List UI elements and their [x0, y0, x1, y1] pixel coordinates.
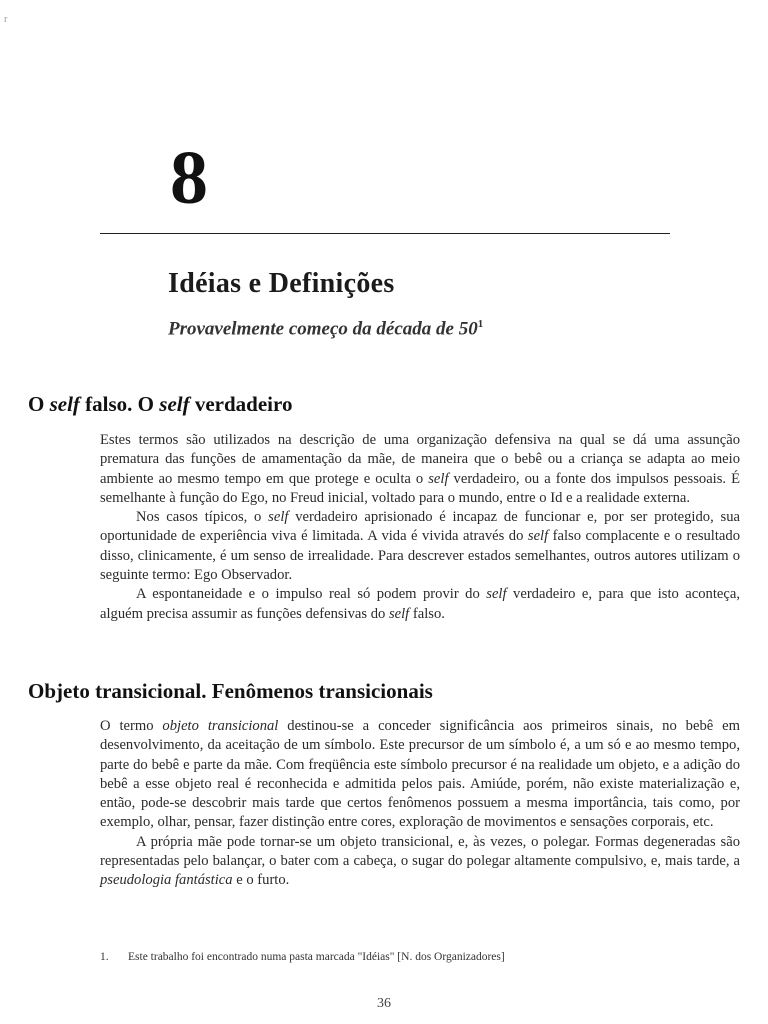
- heading-part: O: [28, 392, 50, 416]
- text-run-italic: self: [527, 528, 549, 545]
- footnote-text: Este trabalho foi encontrado numa pasta marcada "Idéias" [N. dos Organizadores]: [128, 951, 505, 963]
- text-run-italic: self: [268, 509, 289, 526]
- footnote: [100, 951, 740, 963]
- text-run: A espontaneidade e o impulso real só podem provir do: [136, 586, 487, 603]
- section-heading-transitional-object: [28, 679, 433, 704]
- text-run: destinou-se a conceder significância aos primeiros sinais, no bebê em desenvolvimento, da aceitação de um símbolo. Este precursor de um símbolo é, a um só e ao mesmo tempo, parte do bebê e parte da mãe. Com freqüência este símbolo precursor é na realidade um objeto, e a adição do bebê a esse objeto real é reconhecida e admitida pelos pais. Amiúde, porém, não existe materialização e, então, pode-se descobrir mais tarde que certos fenômenos possuem a mesma importância, tais como, por exemplo, olhar, pensar, fazer distinção entre cores, exploração de movimentos e sensações corporais, etc.: [100, 718, 740, 831]
- text-run: falso.: [409, 605, 445, 622]
- text-run: A própria mãe pode tornar-se um objeto transicional, e, às vezes, o polegar. Formas degeneradas são representadas pelo balançar, o bater com a cabeça, o sugar do polegar altamente compulsivo, e, mais tarde, a: [100, 833, 740, 870]
- text-run: e o furto.: [232, 872, 290, 889]
- chapter-title: Idéias e Definições: [168, 268, 395, 299]
- text-run: verdadeiro e, para que isto aconteça, alguém precisa assumir as funções defensivas do: [100, 586, 740, 622]
- heading-part-italic: self: [49, 392, 80, 416]
- text-run: verdadeiro aprisionado é incapaz de funcionar e, por ser protegido, sua oportunidade de experiência viva é limitada. A vida é vivida através do: [100, 509, 740, 545]
- text-run: Estes termos são utilizados na descrição de uma organização defensiva na qual se dá uma assunção prematura das funções de amamentação da mãe, de maneira que o bebê ou a criança se adapta ao meio ambiente ao mesmo tempo em que protege e oculta o: [100, 432, 740, 487]
- paragraph: [100, 431, 740, 508]
- chapter-subtitle-text: Provavelmente começo da década de 50: [168, 318, 478, 340]
- paragraph: [100, 585, 740, 624]
- page-number: 36: [377, 996, 391, 1011]
- text-run: Nos casos típicos, o: [136, 509, 269, 526]
- section-heading-false-self: [28, 392, 292, 417]
- paragraph: [100, 717, 740, 833]
- chapter-divider: [100, 233, 670, 234]
- text-run-italic: pseudologia fantástica: [100, 872, 233, 889]
- heading-part: falso. O: [79, 392, 160, 416]
- text-run: falso complacente e o resultado disso, clinicamente, é um senso de irrealidade. Para descrever estados semelhantes, outros autores utilizam o seguinte termo: Ego Observador.: [100, 528, 740, 584]
- section-body-transitional-object: [100, 717, 740, 891]
- heading-part: verdadeiro: [189, 392, 293, 416]
- chapter-subtitle: [168, 318, 483, 340]
- heading-part-italic: self: [159, 392, 190, 416]
- section-body-false-self: [100, 431, 740, 624]
- scan-corner-mark: r: [4, 14, 8, 25]
- text-run: verdadeiro, ou a fonte dos impulsos pessoais. É semelhante à função do Ego, no Freud inicial, voltado para o mundo, entre o Id e a realidade externa.: [100, 470, 740, 506]
- paragraph: [100, 508, 740, 585]
- text-run-italic: self: [388, 605, 410, 622]
- text-run-italic: self: [428, 470, 449, 487]
- text-run-italic: self: [486, 586, 507, 603]
- footnote-ref: 1: [477, 318, 484, 330]
- chapter-number: 8: [170, 136, 208, 220]
- footnote-number: 1.: [100, 951, 109, 963]
- heading-part: Objeto transicional. Fenômenos transicionais: [28, 679, 433, 703]
- paragraph: [100, 833, 740, 891]
- text-run-italic: objeto transicional: [162, 718, 279, 734]
- text-run: O termo: [100, 718, 163, 734]
